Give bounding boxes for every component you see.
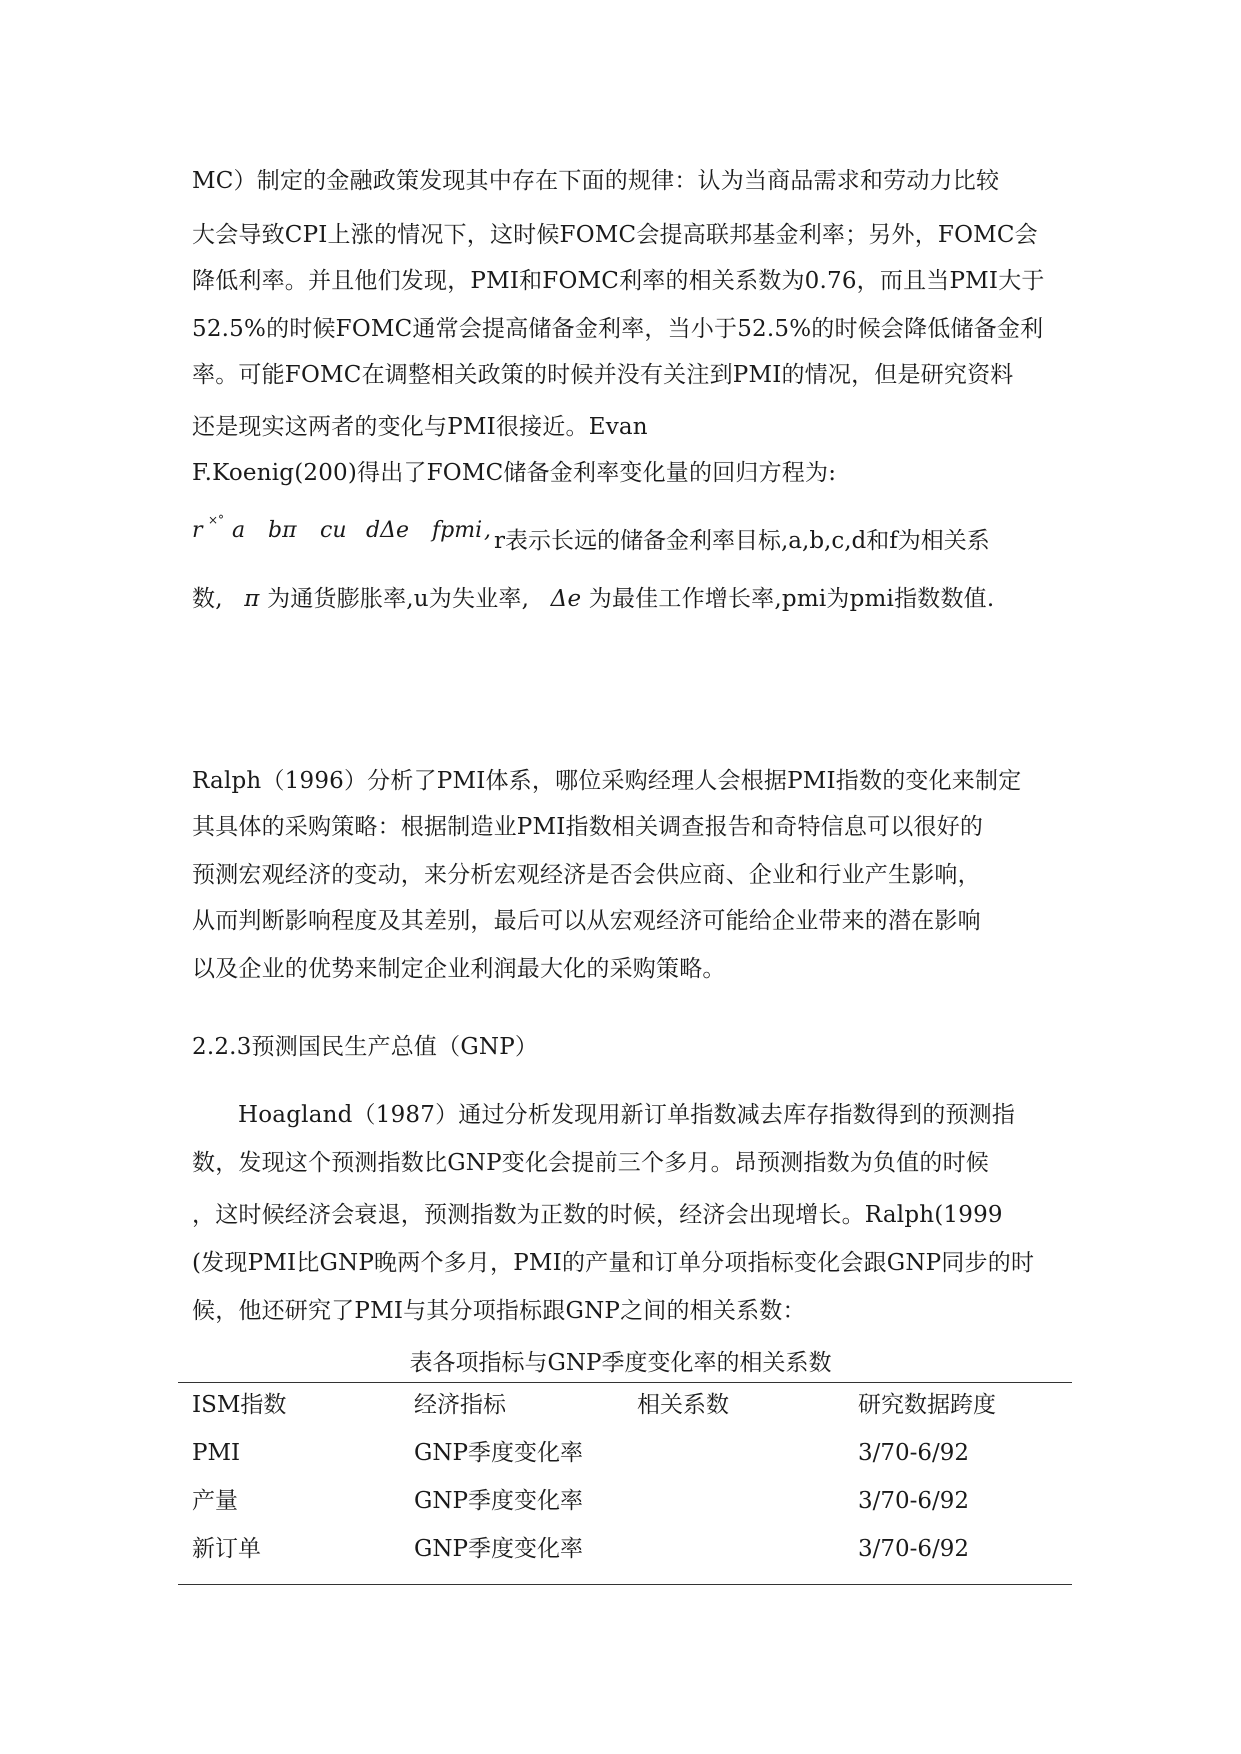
body-text-line: 预测宏观经济的变动，来分析宏观经济是否会供应商、企业和行业产生影响， bbox=[192, 862, 981, 888]
eq-term-d: dΔe bbox=[366, 518, 409, 543]
eq-var-text: 数, bbox=[192, 586, 223, 612]
table-header: ISM指数 bbox=[192, 1392, 287, 1418]
eq-r: r bbox=[192, 518, 203, 543]
table-cell: 3/70-6/92 bbox=[858, 1536, 970, 1562]
table-cell: GNP季度变化率 bbox=[414, 1488, 583, 1514]
body-text-line: 从而判断影响程度及其差别，最后可以从宏观经济可能给企业带来的潜在影响 bbox=[192, 908, 981, 934]
eq-term-c: cu bbox=[320, 518, 347, 543]
regression-equation bbox=[192, 515, 1052, 555]
delta-e-symbol: Δe bbox=[550, 586, 582, 612]
body-text-line: Ralph（1996）分析了PMI体系，哪位采购经理人会根据PMI指数的变化来制定 bbox=[192, 768, 1022, 794]
body-text-line: 率。可能FOMC在调整相关政策的时候并没有关注到PMI的情况，但是研究资料 bbox=[192, 362, 1014, 388]
body-text-line: 其具体的采购策略：根据制造业PMI指数相关调查报告和奇特信息可以很好的 bbox=[192, 814, 984, 840]
body-text-line: 还是现实这两者的变化与PMI很接近。Evan bbox=[192, 414, 648, 440]
table-header: 经济指标 bbox=[414, 1392, 506, 1418]
body-text-line: 候，他还研究了PMI与其分项指标跟GNP之间的相关系数： bbox=[192, 1298, 806, 1324]
table-cell: GNP季度变化率 bbox=[414, 1536, 583, 1562]
section-heading: 2.2.3预测国民生产总值（GNP） bbox=[192, 1034, 539, 1060]
body-text-line: MC）制定的金融政策发现其中存在下面的规律：认为当商品需求和劳动力比较 bbox=[192, 168, 1000, 194]
table-bottom-rule bbox=[178, 1584, 1072, 1585]
table-cell: 产量 bbox=[192, 1488, 238, 1514]
eq-var-text: 为最佳工作增长率,pmi为pmi指数数值. bbox=[588, 586, 995, 612]
body-text-line: F.Koenig(200)得出了FOMC储备金利率变化量的回归方程为: bbox=[192, 460, 837, 486]
eq-var-text: 为通货膨胀率,u为失业率, bbox=[267, 586, 530, 612]
table-top-rule bbox=[178, 1382, 1072, 1383]
table-cell: 新订单 bbox=[192, 1536, 261, 1562]
table-title: 表各项指标与GNP季度变化率的相关系数 bbox=[409, 1350, 832, 1376]
table-cell: PMI bbox=[192, 1440, 241, 1466]
body-text-line: ，这时候经济会衰退，预测指数为正数的时候，经济会出现增长。Ralph(1999 bbox=[192, 1202, 1003, 1228]
table-header: 相关系数 bbox=[637, 1392, 729, 1418]
body-text-line: 大会导致CPI上涨的情况下，这时候FOMC会提高联邦基金利率；另外，FOMC会 bbox=[192, 222, 1038, 248]
body-text-line: 以及企业的优势来制定企业利润最大化的采购策略。 bbox=[192, 956, 726, 982]
eq-term-b: bπ bbox=[268, 518, 297, 543]
table-cell: 3/70-6/92 bbox=[858, 1440, 970, 1466]
eq-term-f: fpmi bbox=[432, 518, 483, 543]
eq-variables-line bbox=[192, 584, 994, 614]
eq-comma: , bbox=[484, 518, 491, 543]
body-text-line: 52.5%的时候FOMC通常会提高储备金利率，当小于52.5%的时候会降低储备金利 bbox=[192, 316, 1044, 342]
table-cell: 3/70-6/92 bbox=[858, 1488, 970, 1514]
body-text-line: 数，发现这个预测指数比GNP变化会提前三个多月。昂预测指数为负值的时候 bbox=[192, 1150, 989, 1176]
eq-term-a: a bbox=[232, 518, 246, 543]
eq-operator: ×° bbox=[208, 513, 225, 527]
body-text-line: Hoagland（1987）通过分析发现用新订单指数减去库存指数得到的预测指 bbox=[238, 1102, 1016, 1128]
table-header: 研究数据跨度 bbox=[858, 1392, 996, 1418]
pi-symbol: π bbox=[244, 586, 260, 612]
table-cell: GNP季度变化率 bbox=[414, 1440, 583, 1466]
body-text-line: (发现PMI比GNP晚两个多月，PMI的产量和订单分项指标变化会跟GNP同步的时 bbox=[192, 1250, 1035, 1276]
eq-description: r表示长远的储备金利率目标,a,b,c,d和f为相关系 bbox=[494, 528, 990, 554]
body-text-line: 降低利率。并且他们发现，PMI和FOMC利率的相关系数为0.76，而且当PMI大于 bbox=[192, 268, 1045, 294]
